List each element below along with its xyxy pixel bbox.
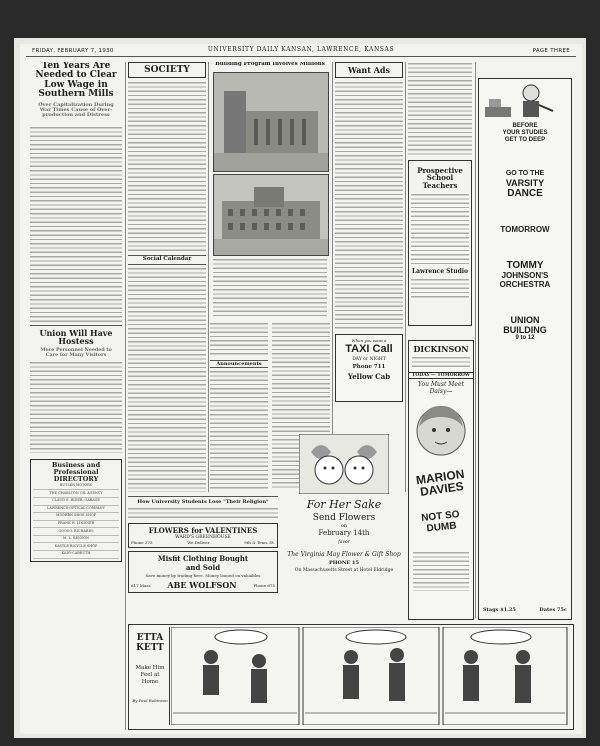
dance-ad-line: VARSITY bbox=[505, 178, 545, 188]
misfit-line-3: Save money by trading here. Money loaned on valuables bbox=[145, 573, 261, 578]
subhead-wages: Over Capitalization During War Times Cause of Over-production and Distress bbox=[38, 101, 114, 119]
dance-ad-line: YOUR STUDIES bbox=[502, 130, 548, 136]
religion-body bbox=[128, 507, 278, 521]
want-ads-body bbox=[335, 81, 403, 330]
column-5 bbox=[408, 62, 472, 338]
announcements-body bbox=[210, 370, 268, 490]
dance-ad-line: ORCHESTRA bbox=[499, 280, 551, 289]
want-ads-banner bbox=[335, 62, 403, 78]
dance-ad-line: TOMMY bbox=[506, 260, 544, 271]
directory-entry: LAWRENCE OPTICAL COMPANY bbox=[33, 506, 119, 514]
directory-entry: MODERN SHOE SHOP bbox=[33, 513, 119, 521]
column-rule bbox=[125, 62, 126, 730]
building-headline: Building Program Involves Millions bbox=[215, 62, 325, 67]
misfit-clothing-ad bbox=[128, 551, 278, 593]
greenhouse-name: WARD'S GREENHOUSE bbox=[175, 535, 231, 540]
theater-details bbox=[412, 356, 470, 370]
column-rule bbox=[475, 62, 476, 618]
column-rule bbox=[405, 62, 406, 492]
business-directory bbox=[30, 459, 122, 561]
column-rule bbox=[208, 62, 209, 492]
prospective-teachers-title: Prospective School Teachers bbox=[417, 166, 463, 190]
actress-portrait-image bbox=[410, 397, 472, 467]
dance-ad-line: GO TO THE bbox=[505, 170, 545, 177]
masthead-rule bbox=[26, 56, 576, 57]
comic-panels-image bbox=[171, 627, 569, 725]
taxi-hours: DAY or NIGHT bbox=[352, 357, 386, 362]
directory-entry: KASTLE BICYCLE SHOP bbox=[33, 543, 119, 551]
lawrence-studio-ad bbox=[408, 160, 472, 326]
send-flowers: Send Flowers bbox=[312, 513, 376, 523]
dance-ad-line: DANCE bbox=[507, 188, 543, 199]
theater-name: DICKINSON bbox=[413, 344, 469, 354]
abe-address: 617 Mass bbox=[131, 582, 151, 588]
flowers-title: FLOWERS for VALENTINES bbox=[148, 526, 258, 535]
movie-tagline: You Must Meet Daisy— bbox=[418, 381, 464, 395]
flower-shop-name: The Virginia May Flower & Gift Shop bbox=[287, 551, 401, 558]
flower-shop-address: On Massachusetts Street at Hotel Eldridge bbox=[294, 568, 394, 573]
lower-middle-ads bbox=[128, 496, 278, 618]
article-text bbox=[210, 322, 268, 356]
taxi-lead: When you want a bbox=[351, 338, 387, 343]
headline-wages: Ten Years Are Needed to Clear Low Wage in Southern Mills bbox=[35, 62, 117, 100]
dance-ad-line: BUILDING bbox=[503, 325, 547, 335]
building-photo-1 bbox=[213, 72, 329, 172]
taxi-phone: Phone 711 bbox=[352, 364, 386, 370]
directory-list bbox=[33, 483, 119, 559]
society-title: SOCIETY bbox=[144, 65, 190, 75]
directory-entry: M. L. BENSON bbox=[33, 536, 119, 544]
student-cartoon-image bbox=[481, 81, 569, 121]
comic-byline: By Paul Robinson bbox=[132, 698, 168, 703]
dates-price: Dates 75c bbox=[539, 607, 567, 613]
misfit-line-1: Misfit Clothing Bought bbox=[157, 554, 249, 563]
article-wages-body bbox=[30, 122, 122, 322]
society-banner bbox=[128, 62, 206, 78]
want-ads-title: Want Ads bbox=[347, 65, 391, 75]
comic-title-panel bbox=[131, 627, 170, 725]
greenhouse-phone: Phone 275 bbox=[131, 540, 153, 545]
headline-hostess: Union Will Have Hostess bbox=[39, 327, 113, 346]
comic-title: ETTA KETT bbox=[136, 633, 164, 653]
stags-price: Stags $1.25 bbox=[483, 607, 516, 613]
favor-word: favor bbox=[338, 540, 350, 545]
valentine-dolls-image bbox=[299, 434, 389, 494]
masthead: UNIVERSITY DAILY KANSAN, LAWRENCE, KANSAS bbox=[207, 46, 395, 53]
dance-ad-line: 9 to 12 bbox=[515, 335, 535, 341]
for-her-sake: For Her Sake bbox=[306, 498, 382, 511]
valentine-date: February 14th bbox=[318, 529, 370, 537]
newspaper-page bbox=[20, 44, 582, 734]
varsity-dance-ad bbox=[478, 78, 572, 620]
social-calendar-title: Social Calendar bbox=[128, 255, 206, 265]
directory-entry: CLAUD E. RIDER, GARAGE bbox=[33, 498, 119, 506]
gothic-building-image bbox=[214, 73, 328, 171]
yellow-cab-name: Yellow Cab bbox=[347, 372, 391, 381]
taxi-call: TAXI Call bbox=[345, 343, 393, 355]
column-2 bbox=[128, 62, 206, 492]
dance-ad-lines bbox=[479, 123, 571, 342]
building-photo-2 bbox=[213, 174, 329, 256]
column-rule bbox=[332, 62, 333, 492]
greenhouse-address: 9th & Tenn. St. bbox=[244, 540, 275, 545]
campus-building-image bbox=[214, 175, 328, 255]
directory-entry: BUTLER MOTORS bbox=[33, 483, 119, 491]
greenhouse-deliver: We Deliver bbox=[187, 540, 210, 545]
column-1 bbox=[30, 62, 122, 730]
on-word: on bbox=[340, 523, 348, 529]
directory-entry: FRANK H. LINDNER bbox=[33, 521, 119, 529]
studio-ad-details bbox=[411, 278, 469, 300]
dance-ad-line: JOHNSON'S bbox=[501, 271, 549, 280]
folio-page: PAGE THREE bbox=[532, 48, 570, 54]
etta-kett-comic bbox=[128, 624, 574, 730]
society-body bbox=[128, 81, 206, 253]
directory-entry: GOOD I. RICHARDS bbox=[33, 528, 119, 536]
greenhouse-contact bbox=[131, 540, 275, 545]
abe-phone: Phone 675 bbox=[253, 582, 275, 588]
article-hostess-body bbox=[30, 361, 122, 453]
studio-ad-text bbox=[411, 193, 469, 265]
dance-ad-line: UNION bbox=[510, 315, 540, 325]
folio-date: FRIDAY, FEBRUARY 7, 1930 bbox=[32, 48, 114, 54]
abe-wolfson: ABE WOLFSON bbox=[167, 580, 237, 590]
directory-entry: THE CHARLTON OIL AGENCY bbox=[33, 490, 119, 498]
building-body bbox=[213, 258, 327, 318]
divider bbox=[30, 325, 122, 326]
misfit-line-2: and Sold bbox=[185, 563, 221, 572]
studio-name: Lawrence Studio bbox=[411, 268, 469, 276]
directory-entry: KADY-CARRUTH bbox=[33, 551, 119, 559]
dance-ad-line: BEFORE bbox=[512, 123, 538, 129]
dance-ad-line: TOMORROW bbox=[500, 225, 550, 234]
flower-shop-phone: PHONE 15 bbox=[329, 560, 359, 566]
column-3 bbox=[210, 62, 330, 320]
flower-shop-ad bbox=[282, 432, 406, 618]
comic-tagline: Make Him Feel at Home bbox=[135, 665, 165, 685]
greenhouse-ad bbox=[128, 523, 278, 548]
announcements-title: Announcements bbox=[210, 360, 268, 368]
religion-headline: How University Students Lose "Their Religion" bbox=[128, 496, 278, 505]
showing-dates: TODAY — TOMORROW bbox=[409, 372, 473, 379]
directory-title: Business and Professional DIRECTORY bbox=[51, 461, 101, 483]
star-name: MARION DAVIES bbox=[415, 466, 466, 499]
dance-ad-line: GET TO DEEP bbox=[504, 137, 546, 143]
yellow-cab-ad bbox=[335, 334, 403, 402]
column-4 bbox=[335, 62, 403, 330]
subhead-hostess: More Personnel Needed to Care for Many Visitors bbox=[40, 347, 112, 359]
theater-footer-text bbox=[413, 551, 469, 591]
misfit-footer bbox=[131, 580, 275, 590]
dickinson-theater-ad bbox=[408, 340, 474, 620]
social-calendar-body bbox=[128, 267, 206, 492]
classified-text bbox=[408, 62, 472, 156]
movie-name: NOT SO DUMB bbox=[420, 509, 461, 535]
dance-prices bbox=[479, 607, 571, 613]
